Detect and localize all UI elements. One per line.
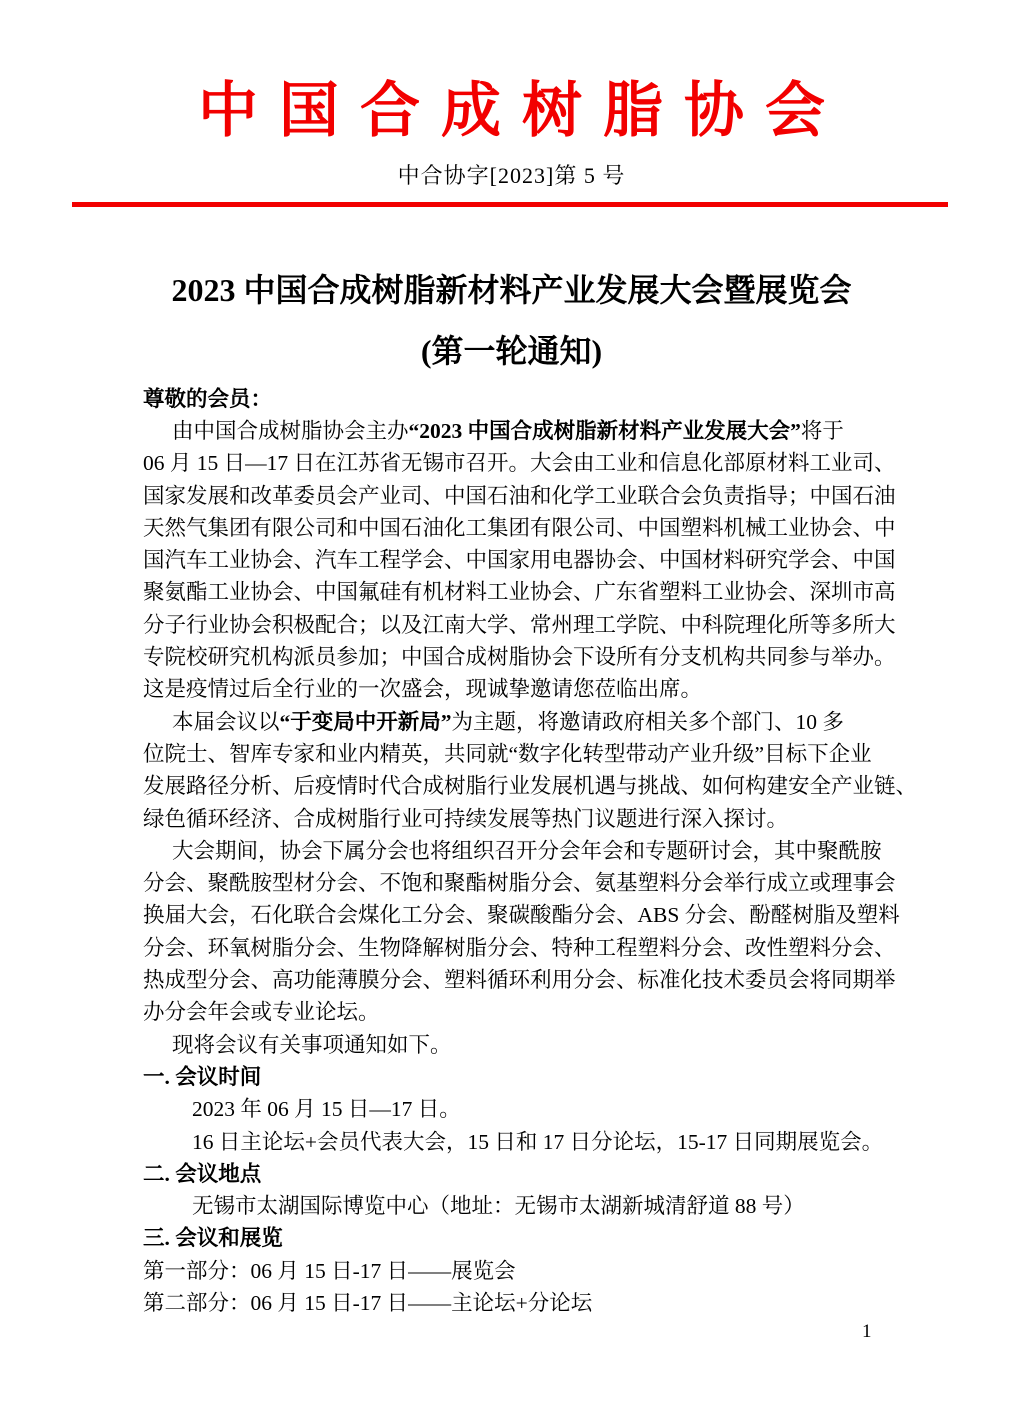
body-line: [143, 706, 880, 738]
text-run: 由中国合成树脂协会主办: [172, 419, 409, 443]
text-run: 位院士、智库专家和业内精英，共同就“数字化转型带动产业升级”目标下企业: [143, 741, 872, 766]
text-run: 将于: [800, 419, 844, 443]
body-line: [143, 867, 896, 899]
body-line: [143, 964, 896, 996]
text-run: 第二部分：06 月 15 日-17 日——主论坛+分论坛: [143, 1291, 593, 1316]
text-run: 聚氨酯工业协会、中国氟硅有机材料工业协会、广东省塑料工业协会、深圳市高: [143, 580, 896, 605]
text-run: 第一部分：06 月 15 日-17 日——展览会: [143, 1258, 516, 1283]
text-run: 三. 会议和展览: [143, 1226, 283, 1251]
text-run: 06 月 15 日—17 日在江苏省无锡市召开。大会由工业和信息化部原材料工业司、: [143, 451, 896, 476]
body-line: [143, 415, 880, 447]
body-line: [143, 835, 880, 867]
text-run: 这是疫情过后全行业的一次盛会，现诚挚邀请您莅临出席。: [143, 677, 703, 702]
section-heading-3: [143, 1222, 880, 1254]
text-run: 现将会议有关事项通知如下。: [172, 1032, 452, 1057]
body-line: [143, 1190, 880, 1222]
text-run: 办分会年会或专业论坛。: [143, 1000, 380, 1025]
body-line: [143, 673, 880, 705]
body-line: [143, 609, 896, 641]
body-line: [143, 1126, 884, 1158]
emphasized-text: “2023 中国合成树脂新材料产业发展大会”: [408, 419, 801, 443]
text-run: 二. 会议地点: [143, 1161, 262, 1186]
emphasized-text: “于变局中开新局”: [279, 709, 452, 734]
document-subtitle: (第一轮通知): [420, 333, 603, 369]
page-number: 1: [862, 1321, 872, 1342]
body-line: [143, 1287, 880, 1319]
text-run: 发展路径分析、后疫情时代合成树脂行业发展机遇与挑战、如何构建安全产业链、: [143, 774, 918, 799]
text-run: 国汽车工业协会、汽车工程学会、中国家用电器协会、中国材料研究学会、中国: [143, 548, 896, 573]
text-run: 分会、聚酰胺型材分会、不饱和聚酯树脂分会、氨基塑料分会举行成立或理事会: [143, 871, 896, 896]
letterhead-doc-number: 中合协字[2023]第 5 号: [397, 163, 626, 188]
text-run: 分子行业协会积极配合；以及江南大学、常州理工学院、中科院理化所等多所大: [143, 612, 896, 637]
body-line: [143, 1255, 880, 1287]
text-run: 为主题，将邀请政府相关多个部门、10 多: [451, 709, 844, 734]
body-line: [143, 770, 918, 802]
text-run: 本届会议以: [172, 709, 280, 734]
body-line: [143, 996, 880, 1028]
text-run: 绿色循环经济、合成树脂行业可持续发展等热门议题进行深入探讨。: [143, 806, 789, 831]
text-run: 16 日主论坛+会员代表大会，15 日和 17 日分论坛，15-17 日同期展览会。: [192, 1129, 884, 1154]
body-line: [143, 1093, 880, 1125]
body-line: [143, 899, 900, 931]
section-heading-1: [143, 1061, 880, 1093]
body-line: [143, 738, 880, 770]
letterhead-org-name: 中国合成树脂协会: [198, 78, 846, 144]
document-body: [143, 415, 918, 1319]
body-line: [143, 447, 896, 479]
body-line: [143, 932, 896, 964]
document-title: 2023 中国合成树脂新材料产业发展大会暨展览会: [171, 272, 852, 308]
text-run: 一. 会议时间: [143, 1064, 262, 1089]
body-line: [143, 803, 880, 835]
text-run: 换届大会，石化联合会煤化工分会、聚碳酸酯分会、ABS 分会、酚醛树脂及塑料: [143, 903, 900, 928]
text-run: 2023 年 06 月 15 日—17 日。: [192, 1097, 461, 1122]
body-line: [143, 1029, 880, 1061]
letterhead-red-rule: [72, 202, 948, 207]
body-line: [143, 480, 896, 512]
text-run: 分会、环氧树脂分会、生物降解树脂分会、特种工程塑料分会、改性塑料分会、: [143, 935, 896, 960]
text-run: 大会期间，协会下属分会也将组织召开分会年会和专题研讨会，其中聚酰胺: [172, 838, 882, 863]
text-run: 无锡市太湖国际博览中心（地址：无锡市太湖新城清舒道 88 号）: [192, 1194, 805, 1219]
salutation: 尊敬的会员：: [143, 387, 273, 411]
body-line: [143, 576, 896, 608]
section-heading-2: [143, 1158, 880, 1190]
body-line: [143, 641, 896, 673]
text-run: 专院校研究机构派员参加；中国合成树脂协会下设所有分支机构共同参与举办。: [143, 645, 896, 670]
body-line: [143, 512, 896, 544]
text-run: 国家发展和改革委员会产业司、中国石油和化学工业联合会负责指导；中国石油: [143, 483, 896, 508]
text-run: 热成型分会、高功能薄膜分会、塑料循环利用分会、标准化技术委员会将同期举: [143, 968, 896, 993]
text-run: 天然气集团有限公司和中国石油化工集团有限公司、中国塑料机械工业协会、中: [143, 515, 896, 540]
body-line: [143, 544, 896, 576]
